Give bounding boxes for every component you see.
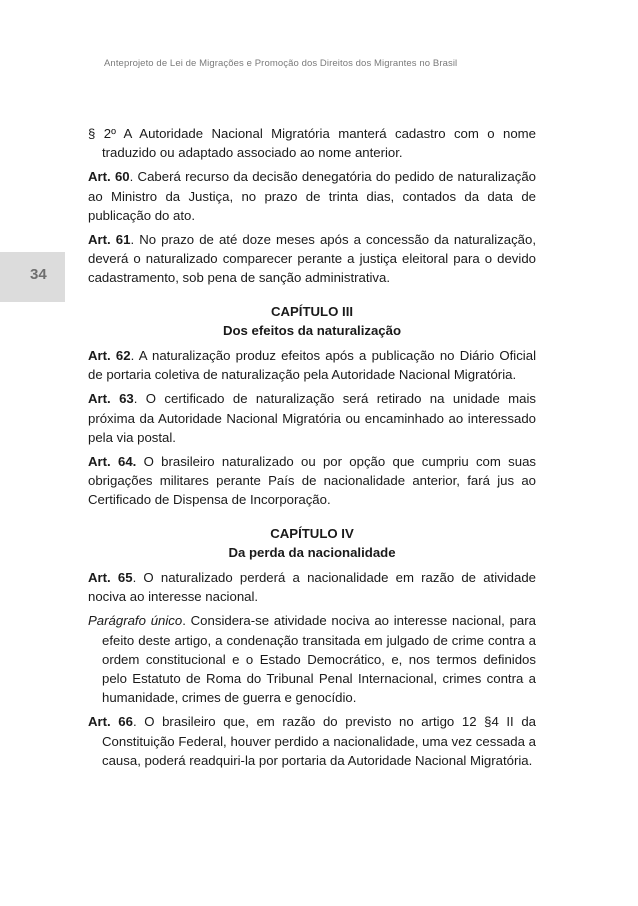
article-text: . O brasileiro que, em razão do previsto no artigo 12 §4 II da Constituição Federal, houver perdido a nacionalidade, uma vez cessada a causa, poderá readquiri-la por portaria da Autoridade Nacional Migratória.: [102, 714, 536, 768]
sole-paragraph-text: . Considera-se atividade nociva ao interesse nacional, para efeito deste artigo, a condenação transitada em julgado de crime contra a ordem constitucional e o Estado Democrático, e, nos termos definidos pelo Estatuto de Roma do Tribunal Penal Internacional, crimes contra a humanidade, crimes de guerra e genocídio.: [102, 613, 536, 706]
running-header: Anteprojeto de Lei de Migrações e Promoção dos Direitos dos Migrantes no Brasil: [104, 58, 458, 69]
article-text: . O certificado de naturalização será retirado na unidade mais próxima da Autoridade Nacional Migratória ou encaminhado ao interessado pela via postal.: [88, 391, 536, 445]
article-text: . A naturalização produz efeitos após a publicação no Diário Oficial de portaria coletiva de naturalização pela Autoridade Nacional Migratória.: [88, 348, 537, 383]
article-label: Art. 65: [88, 570, 133, 586]
article-text: . Caberá recurso da decisão denegatória do pedido de naturalização ao Ministro da Justiça, no prazo de trinta dias, contados da data de publicação do ato.: [88, 169, 536, 223]
article-64: [88, 452, 536, 510]
article-60: [88, 167, 536, 225]
article-text: O brasileiro naturalizado ou por opção que cumpriu com suas obrigações militares perante País de nacionalidade anterior, fará jus ao Certificado de Dispensa de Incorporação.: [88, 454, 536, 508]
article-63: [88, 389, 536, 447]
article-label: Art. 63: [88, 391, 134, 407]
article-text: . O naturalizado perderá a nacionalidade em razão de atividade nociva ao interesse nacional.: [88, 570, 536, 605]
chapter-number: CAPÍTULO IV: [270, 525, 354, 541]
page-number: 34: [30, 266, 47, 283]
sole-paragraph: [88, 611, 536, 707]
article-66: [88, 712, 536, 770]
chapter-title: Da perda da nacionalidade: [228, 544, 396, 560]
article-label: Art. 64.: [88, 454, 137, 470]
article-label: Art. 62: [88, 348, 131, 364]
sole-paragraph-label: Parágrafo único: [88, 613, 183, 629]
article-65: [88, 568, 536, 606]
article-text: . No prazo de até doze meses após a concessão da naturalização, deverá o naturalizado comparecer perante a justiça eleitoral para o devido cadastramento, sob pena de sanção administrativa.: [88, 232, 536, 286]
article-label: Art. 66: [88, 714, 133, 730]
chapter-4-heading: [88, 524, 536, 562]
chapter-title: Dos efeitos da naturalização: [222, 322, 402, 338]
article-61: [88, 230, 536, 288]
article-62: [88, 346, 536, 384]
paragraph-2: § 2º A Autoridade Nacional Migratória manterá cadastro com o nome traduzido ou adaptado associado ao nome anterior.: [88, 126, 536, 161]
chapter-number: CAPÍTULO III: [270, 303, 354, 319]
article-label: Art. 60: [88, 169, 130, 185]
page-body: [88, 124, 536, 775]
article-label: Art. 61: [88, 232, 131, 248]
chapter-3-heading: [88, 302, 536, 340]
